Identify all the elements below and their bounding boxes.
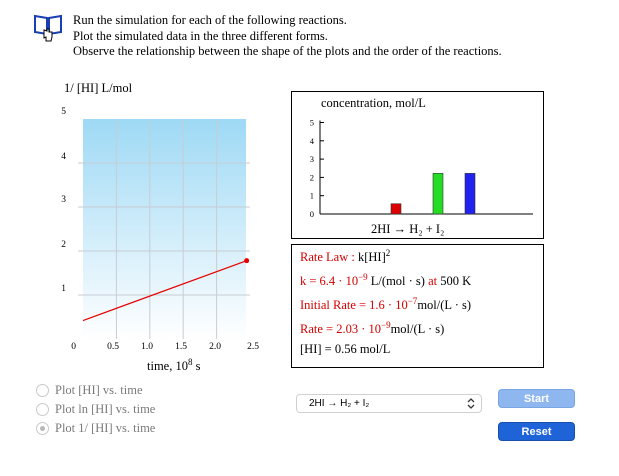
instruction-line: Observe the relationship between the shape of the plots and the order of the reactions. <box>73 44 502 58</box>
y-tick-label: 0 <box>71 342 76 352</box>
radio-label: Plot [HI] vs. time <box>55 383 143 397</box>
concentration-title: concentration, mol/L <box>321 96 426 110</box>
current-rate: Rate = $2.03 \cdot 10^{-9}mol/(L \cdot s)$ <box>300 320 445 337</box>
x-tick-label: 2.0 <box>209 342 221 352</box>
reset-button[interactable]: Reset <box>498 422 575 441</box>
chevron-up-down-icon <box>465 397 477 410</box>
reaction-select-value: 2HI → H₂ + I₂ <box>309 398 370 409</box>
y-tick-label: 3 <box>61 195 66 205</box>
instructions <box>73 13 502 60</box>
kinetics-plot <box>78 107 252 340</box>
book-icon[interactable] <box>33 12 63 44</box>
concentration-bar-h2 <box>433 173 443 214</box>
concentration-bar-hi <box>391 204 401 214</box>
radio-button[interactable] <box>36 403 49 416</box>
x-tick-label: 1.0 <box>141 342 153 352</box>
conc-tick-label: 5 <box>309 117 314 128</box>
initial-rate: Initial Rate = $1.6 \cdot 10^{-7}mol/(L \cdot s)$ <box>300 296 472 313</box>
start-button[interactable]: Start <box>498 389 575 408</box>
instruction-line: Plot the simulated data in the three different forms. <box>73 28 328 43</box>
y-tick-label: 2 <box>61 240 66 250</box>
radio-button[interactable] <box>36 384 49 397</box>
reaction-select[interactable] <box>296 394 482 413</box>
concentration-bar-i2 <box>465 173 475 214</box>
y-tick-label: 1 <box>61 284 66 294</box>
radio-plot-concentration[interactable] <box>36 383 143 398</box>
reaction-equation: 2HI → H₂ + I₂ <box>371 222 445 236</box>
rate-constant: $k = 6.4 \cdot 10^{-9}$ L/(mol · s) at 500 K <box>300 272 472 289</box>
radio-button[interactable] <box>36 422 49 435</box>
concentration-bar-chart <box>300 112 540 220</box>
series-end-point <box>244 258 249 263</box>
conc-tick-label: 4 <box>309 135 314 146</box>
x-tick-label: 1.5 <box>175 342 187 352</box>
conc-tick-label: 3 <box>309 154 314 165</box>
conc-tick-label: 2 <box>309 172 314 183</box>
instruction-line: Run the simulation for each of the following reactions. <box>73 13 347 27</box>
radio-label: Plot ln [HI] vs. time <box>55 402 156 416</box>
conc-tick-label: 1 <box>309 190 314 201</box>
radio-plot-ln-concentration[interactable] <box>36 402 155 417</box>
conc-tick-label: 0 <box>309 209 314 219</box>
y-tick-label: 4 <box>61 152 66 162</box>
plot-background <box>83 119 246 340</box>
x-tick-label: 0.5 <box>107 342 119 352</box>
radio-label: Plot 1/ [HI] vs. time <box>55 421 156 435</box>
plot-x-axis-label: time, $10^8$ s <box>147 357 201 374</box>
radio-plot-inverse-concentration[interactable] <box>36 421 155 436</box>
x-tick-label: 2.5 <box>247 342 259 352</box>
hi-concentration: [HI] = 0.56 mol/L <box>300 342 391 356</box>
y-tick-label: 5 <box>61 107 66 117</box>
plot-y-axis-label: 1/ [HI] L/mol <box>64 81 133 95</box>
rate-law: Rate Law : k[HI]$^2$ <box>300 248 391 265</box>
